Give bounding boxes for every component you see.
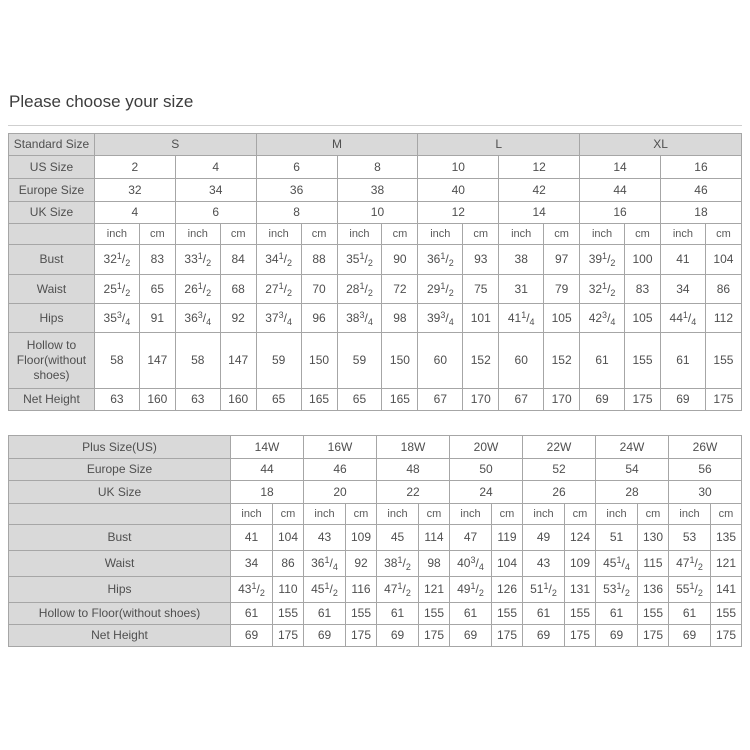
measurement-value-cell: 69: [523, 625, 565, 647]
measurement-value-cell: 69: [450, 625, 492, 647]
measurement-value-cell: 121: [711, 551, 742, 577]
table-row: [9, 224, 742, 245]
measurement-value-cell: 155: [705, 333, 741, 389]
row-label-cell: Bust: [9, 245, 95, 275]
measurement-value-cell: 49: [523, 525, 565, 551]
unit-header-cell: cm: [463, 224, 499, 245]
measurement-value-cell: 43: [523, 551, 565, 577]
table-row: [9, 134, 742, 156]
table-row: [9, 625, 742, 647]
measurement-value-cell: 59: [256, 333, 301, 389]
measurement-value-cell: $47^1/_2$: [669, 551, 711, 577]
size-group-cell: XL: [580, 134, 742, 156]
measurement-value-cell: 150: [382, 333, 418, 389]
measurement-value-cell: 175: [273, 625, 304, 647]
measurement-value-cell: 92: [220, 304, 256, 333]
unit-header-cell: cm: [139, 224, 175, 245]
measurement-value-cell: $39^1/_2$: [580, 245, 625, 275]
size-value-cell: 28: [596, 481, 669, 504]
measurement-value-cell: 72: [382, 275, 418, 304]
measurement-value-cell: 61: [596, 603, 638, 625]
measurement-value-cell: 160: [220, 389, 256, 411]
measurement-value-cell: 58: [175, 333, 220, 389]
size-value-cell: 44: [231, 459, 304, 481]
size-value-cell: 8: [337, 156, 418, 179]
unit-header-cell: cm: [565, 504, 596, 525]
standard-size-table: [8, 133, 742, 411]
measurement-value-cell: 105: [625, 304, 661, 333]
size-value-cell: 46: [304, 459, 377, 481]
unit-header-cell: inch: [499, 224, 544, 245]
measurement-value-cell: $27^1/_2$: [256, 275, 301, 304]
measurement-value-cell: 61: [450, 603, 492, 625]
size-value-cell: 36: [256, 179, 337, 202]
measurement-value-cell: 43: [304, 525, 346, 551]
measurement-value-cell: $51^1/_2$: [523, 577, 565, 603]
measurement-value-cell: 61: [231, 603, 273, 625]
measurement-value-cell: $45^1/_2$: [304, 577, 346, 603]
measurement-value-cell: 34: [660, 275, 705, 304]
size-value-cell: 22: [377, 481, 450, 504]
measurement-value-cell: 104: [273, 525, 304, 551]
measurement-value-cell: 61: [304, 603, 346, 625]
table-row: [9, 577, 742, 603]
measurement-value-cell: 147: [220, 333, 256, 389]
measurement-value-cell: $38^1/_2$: [377, 551, 419, 577]
measurement-value-cell: $49^1/_2$: [450, 577, 492, 603]
unit-header-cell: inch: [175, 224, 220, 245]
unit-header-cell: inch: [580, 224, 625, 245]
measurement-value-cell: 160: [139, 389, 175, 411]
measurement-value-cell: 105: [544, 304, 580, 333]
measurement-value-cell: 124: [565, 525, 596, 551]
measurement-value-cell: 63: [94, 389, 139, 411]
measurement-value-cell: 136: [638, 577, 669, 603]
measurement-value-cell: 170: [463, 389, 499, 411]
measurement-value-cell: 109: [346, 525, 377, 551]
size-value-cell: 26: [523, 481, 596, 504]
measurement-value-cell: 121: [419, 577, 450, 603]
measurement-value-cell: 152: [463, 333, 499, 389]
size-value-cell: 10: [337, 202, 418, 224]
measurement-value-cell: 147: [139, 333, 175, 389]
measurement-value-cell: 119: [492, 525, 523, 551]
measurement-value-cell: 86: [705, 275, 741, 304]
measurement-value-cell: 41: [660, 245, 705, 275]
measurement-value-cell: $39^3/_4$: [418, 304, 463, 333]
measurement-value-cell: 60: [418, 333, 463, 389]
measurement-value-cell: 101: [463, 304, 499, 333]
measurement-value-cell: $35^3/_4$: [94, 304, 139, 333]
size-group-cell: 14W: [231, 436, 304, 459]
measurement-value-cell: 69: [596, 625, 638, 647]
measurement-value-cell: 97: [544, 245, 580, 275]
measurement-value-cell: $32^1/_2$: [94, 245, 139, 275]
row-label-cell: Waist: [9, 551, 231, 577]
measurement-value-cell: $45^1/_4$: [596, 551, 638, 577]
measurement-value-cell: 155: [419, 603, 450, 625]
unit-header-cell: cm: [382, 224, 418, 245]
measurement-value-cell: 104: [705, 245, 741, 275]
size-value-cell: 16: [660, 156, 741, 179]
size-value-cell: 40: [418, 179, 499, 202]
unit-header-cell: inch: [418, 224, 463, 245]
size-value-cell: 48: [377, 459, 450, 481]
row-label-cell: Hips: [9, 577, 231, 603]
row-label-cell: UK Size: [9, 202, 95, 224]
measurement-value-cell: 90: [382, 245, 418, 275]
measurement-value-cell: 130: [638, 525, 669, 551]
size-value-cell: 46: [660, 179, 741, 202]
size-value-cell: 16: [580, 202, 661, 224]
row-label-cell: Hollow to Floor(without shoes): [9, 603, 231, 625]
measurement-value-cell: 65: [139, 275, 175, 304]
measurement-value-cell: 155: [346, 603, 377, 625]
measurement-value-cell: 165: [382, 389, 418, 411]
measurement-value-cell: 170: [544, 389, 580, 411]
size-value-cell: 54: [596, 459, 669, 481]
measurement-value-cell: 51: [596, 525, 638, 551]
measurement-value-cell: 59: [337, 333, 382, 389]
unit-header-cell: inch: [669, 504, 711, 525]
measurement-value-cell: 45: [377, 525, 419, 551]
unit-header-cell: cm: [220, 224, 256, 245]
size-value-cell: 44: [580, 179, 661, 202]
measurement-value-cell: $35^1/_2$: [337, 245, 382, 275]
measurement-value-cell: 110: [273, 577, 304, 603]
measurement-value-cell: $38^3/_4$: [337, 304, 382, 333]
size-value-cell: 6: [175, 202, 256, 224]
unit-header-cell: inch: [596, 504, 638, 525]
measurement-value-cell: 75: [463, 275, 499, 304]
unit-header-cell: cm: [711, 504, 742, 525]
measurement-value-cell: 126: [492, 577, 523, 603]
size-value-cell: 42: [499, 179, 580, 202]
measurement-value-cell: 31: [499, 275, 544, 304]
size-value-cell: 34: [175, 179, 256, 202]
measurement-value-cell: 53: [669, 525, 711, 551]
measurement-value-cell: 175: [565, 625, 596, 647]
size-group-cell: 24W: [596, 436, 669, 459]
row-label-cell: Europe Size: [9, 459, 231, 481]
unit-header-cell: cm: [625, 224, 661, 245]
measurement-value-cell: 58: [94, 333, 139, 389]
table-row: [9, 304, 742, 333]
measurement-value-cell: 67: [418, 389, 463, 411]
size-group-cell: 26W: [669, 436, 742, 459]
size-value-cell: 12: [418, 202, 499, 224]
measurement-value-cell: 112: [705, 304, 741, 333]
size-value-cell: 6: [256, 156, 337, 179]
page-title: Please choose your size: [9, 92, 194, 111]
measurement-value-cell: $42^3/_4$: [580, 304, 625, 333]
measurement-value-cell: $40^3/_4$: [450, 551, 492, 577]
size-group-cell: 22W: [523, 436, 596, 459]
row-label-cell: Hollow to Floor(without shoes): [9, 333, 95, 389]
measurement-value-cell: 83: [139, 245, 175, 275]
size-group-cell: 20W: [450, 436, 523, 459]
size-value-cell: 18: [231, 481, 304, 504]
measurement-value-cell: 65: [337, 389, 382, 411]
measurement-value-cell: 109: [565, 551, 596, 577]
unit-header-cell: inch: [450, 504, 492, 525]
measurement-value-cell: 61: [660, 333, 705, 389]
measurement-value-cell: 67: [499, 389, 544, 411]
row-label-cell: Net Height: [9, 389, 95, 411]
measurement-value-cell: 114: [419, 525, 450, 551]
measurement-value-cell: 68: [220, 275, 256, 304]
measurement-value-cell: $34^1/_2$: [256, 245, 301, 275]
measurement-value-cell: $26^1/_2$: [175, 275, 220, 304]
measurement-value-cell: $28^1/_2$: [337, 275, 382, 304]
row-label-cell: Waist: [9, 275, 95, 304]
measurement-value-cell: 41: [231, 525, 273, 551]
measurement-value-cell: 83: [625, 275, 661, 304]
measurement-value-cell: 65: [256, 389, 301, 411]
size-value-cell: 52: [523, 459, 596, 481]
row-label-cell: Europe Size: [9, 179, 95, 202]
unit-header-cell: inch: [304, 504, 346, 525]
size-value-cell: 12: [499, 156, 580, 179]
measurement-value-cell: 96: [301, 304, 337, 333]
measurement-value-cell: 135: [711, 525, 742, 551]
measurement-value-cell: 100: [625, 245, 661, 275]
size-value-cell: 30: [669, 481, 742, 504]
size-group-cell: L: [418, 134, 580, 156]
corner-label-cell: Plus Size(US): [9, 436, 231, 459]
measurement-value-cell: $43^1/_2$: [231, 577, 273, 603]
measurement-value-cell: $32^1/_2$: [580, 275, 625, 304]
measurement-value-cell: 155: [492, 603, 523, 625]
row-label-cell: UK Size: [9, 481, 231, 504]
measurement-value-cell: 79: [544, 275, 580, 304]
measurement-value-cell: 60: [499, 333, 544, 389]
measurement-value-cell: $53^1/_2$: [596, 577, 638, 603]
unit-header-cell: inch: [660, 224, 705, 245]
measurement-value-cell: 91: [139, 304, 175, 333]
measurement-value-cell: 104: [492, 551, 523, 577]
measurement-value-cell: 93: [463, 245, 499, 275]
unit-header-cell: cm: [638, 504, 669, 525]
measurement-value-cell: 115: [638, 551, 669, 577]
unit-header-cell: inch: [94, 224, 139, 245]
measurement-value-cell: 175: [625, 389, 661, 411]
table-row: [9, 389, 742, 411]
unit-header-cell: inch: [231, 504, 273, 525]
row-label-cell: US Size: [9, 156, 95, 179]
measurement-value-cell: 69: [660, 389, 705, 411]
size-value-cell: 4: [94, 202, 175, 224]
unit-header-cell: inch: [523, 504, 565, 525]
measurement-value-cell: 155: [625, 333, 661, 389]
plus-size-table: [8, 435, 742, 647]
size-value-cell: 14: [499, 202, 580, 224]
table-row: [9, 179, 742, 202]
unit-header-cell: cm: [301, 224, 337, 245]
size-value-cell: 14: [580, 156, 661, 179]
measurement-value-cell: 47: [450, 525, 492, 551]
measurement-value-cell: 155: [565, 603, 596, 625]
measurement-value-cell: 69: [304, 625, 346, 647]
measurement-value-cell: $41^1/_4$: [499, 304, 544, 333]
unit-header-cell: cm: [419, 504, 450, 525]
row-label-cell: Bust: [9, 525, 231, 551]
measurement-value-cell: $55^1/_2$: [669, 577, 711, 603]
measurement-value-cell: 175: [492, 625, 523, 647]
size-value-cell: 8: [256, 202, 337, 224]
size-value-cell: 18: [660, 202, 741, 224]
measurement-value-cell: 92: [346, 551, 377, 577]
corner-label-cell: [9, 224, 95, 245]
size-value-cell: 56: [669, 459, 742, 481]
measurement-value-cell: 61: [377, 603, 419, 625]
size-value-cell: 4: [175, 156, 256, 179]
measurement-value-cell: 98: [419, 551, 450, 577]
measurement-value-cell: $29^1/_2$: [418, 275, 463, 304]
unit-header-cell: cm: [273, 504, 304, 525]
measurement-value-cell: 155: [638, 603, 669, 625]
measurement-value-cell: $47^1/_2$: [377, 577, 419, 603]
corner-label-cell: [9, 504, 231, 525]
measurement-value-cell: 63: [175, 389, 220, 411]
measurement-value-cell: 61: [523, 603, 565, 625]
measurement-value-cell: 150: [301, 333, 337, 389]
unit-header-cell: cm: [346, 504, 377, 525]
measurement-value-cell: 98: [382, 304, 418, 333]
row-label-cell: Hips: [9, 304, 95, 333]
measurement-value-cell: 61: [669, 603, 711, 625]
size-value-cell: 20: [304, 481, 377, 504]
row-label-cell: Net Height: [9, 625, 231, 647]
measurement-value-cell: 69: [580, 389, 625, 411]
measurement-value-cell: $44^1/_4$: [660, 304, 705, 333]
measurement-value-cell: 175: [346, 625, 377, 647]
measurement-value-cell: $36^3/_4$: [175, 304, 220, 333]
table-row: [9, 275, 742, 304]
size-value-cell: 24: [450, 481, 523, 504]
measurement-value-cell: 70: [301, 275, 337, 304]
table-row: [9, 525, 742, 551]
table-row: [9, 603, 742, 625]
measurement-value-cell: 86: [273, 551, 304, 577]
measurement-value-cell: $25^1/_2$: [94, 275, 139, 304]
measurement-value-cell: 131: [565, 577, 596, 603]
table-row: [9, 245, 742, 275]
title-divider: [8, 125, 742, 126]
measurement-value-cell: 175: [705, 389, 741, 411]
size-value-cell: 2: [94, 156, 175, 179]
measurement-value-cell: 165: [301, 389, 337, 411]
table-row: [9, 459, 742, 481]
measurement-value-cell: 69: [377, 625, 419, 647]
corner-label-cell: Standard Size: [9, 134, 95, 156]
size-group-cell: M: [256, 134, 418, 156]
size-group-cell: S: [94, 134, 256, 156]
measurement-value-cell: $37^3/_4$: [256, 304, 301, 333]
measurement-value-cell: 152: [544, 333, 580, 389]
measurement-value-cell: 84: [220, 245, 256, 275]
measurement-value-cell: 175: [638, 625, 669, 647]
table-row: [9, 481, 742, 504]
unit-header-cell: inch: [256, 224, 301, 245]
measurement-value-cell: $33^1/_2$: [175, 245, 220, 275]
measurement-value-cell: 34: [231, 551, 273, 577]
measurement-value-cell: $36^1/_4$: [304, 551, 346, 577]
unit-header-cell: inch: [377, 504, 419, 525]
unit-header-cell: cm: [492, 504, 523, 525]
size-value-cell: 32: [94, 179, 175, 202]
measurement-value-cell: 38: [499, 245, 544, 275]
measurement-value-cell: 141: [711, 577, 742, 603]
unit-header-cell: cm: [544, 224, 580, 245]
measurement-value-cell: 69: [231, 625, 273, 647]
size-value-cell: 10: [418, 156, 499, 179]
measurement-value-cell: 88: [301, 245, 337, 275]
measurement-value-cell: 175: [711, 625, 742, 647]
size-group-cell: 18W: [377, 436, 450, 459]
measurement-value-cell: $36^1/_2$: [418, 245, 463, 275]
size-value-cell: 38: [337, 179, 418, 202]
table-row: [9, 156, 742, 179]
measurement-value-cell: 175: [419, 625, 450, 647]
measurement-value-cell: 116: [346, 577, 377, 603]
table-row: [9, 551, 742, 577]
measurement-value-cell: 155: [273, 603, 304, 625]
unit-header-cell: inch: [337, 224, 382, 245]
unit-header-cell: cm: [705, 224, 741, 245]
table-row: [9, 436, 742, 459]
size-value-cell: 50: [450, 459, 523, 481]
size-group-cell: 16W: [304, 436, 377, 459]
measurement-value-cell: 155: [711, 603, 742, 625]
table-row: [9, 504, 742, 525]
measurement-value-cell: 61: [580, 333, 625, 389]
measurement-value-cell: 69: [669, 625, 711, 647]
table-row: [9, 202, 742, 224]
table-row: [9, 333, 742, 389]
